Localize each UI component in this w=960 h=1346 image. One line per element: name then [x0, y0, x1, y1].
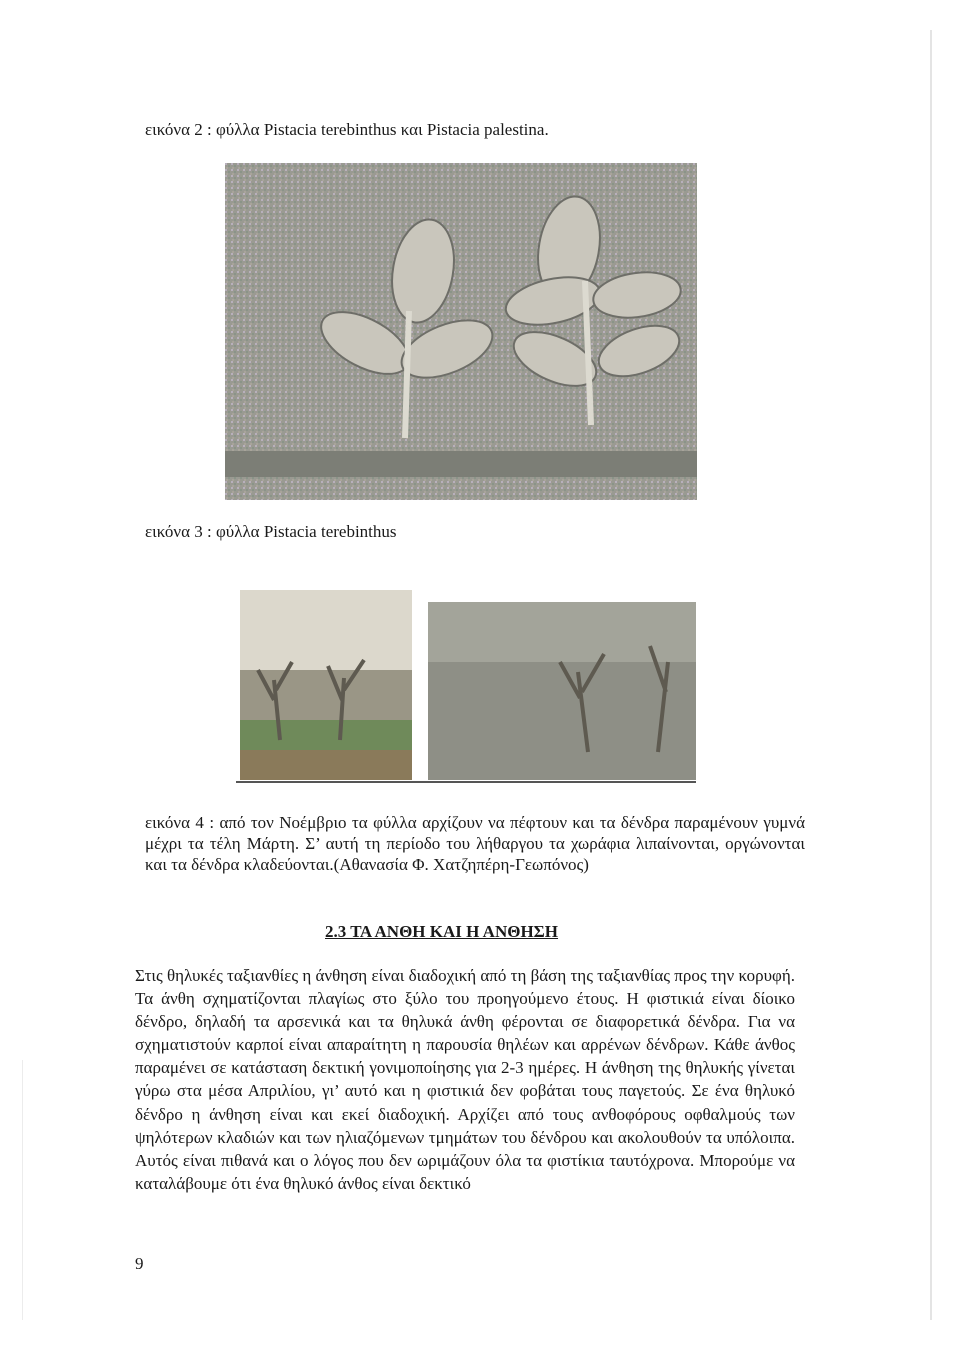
scan-edge-line: [930, 30, 932, 1320]
figure-2-caption: εικόνα 2 : φύλλα Pistacia terebinthus και Pistacia palestina.: [145, 120, 549, 139]
figure-bare-trees-photo-left: [240, 590, 412, 780]
figure-leaves-photo: [225, 163, 697, 500]
page-number: 9: [135, 1254, 144, 1273]
photo-bottom-rule: [236, 781, 696, 783]
section-body-text: Στις θηλυκές ταξιανθίες η άνθηση είναι διαδοχική από τη βάση της ταξιανθίας προς την κορυφή. Τα άνθη σχηματίζονται πλαγίως στο ξύλο του προηγούμενο έτους. Η φιστικιά είναι δίοικο δένδρο, δηλαδή τα αρσενικά και τα θηλυκά άνθη φέρονται σε διαφορετικά δένδρα. Για να σχηματιστούν καρποί είναι απαραίτητη η παρουσία θηλέων και αρρένων δένδρων. Κάθε άνθος παραμένει σε κατάσταση δεκτική γονιμοποίησης για 2-3 ημέρες. Η άνθηση της θηλυκής γίνεται γύρω στα μέσα Απριλίου, γι’ αυτό και η φιστικιά δεν φοβάται τους παγετούς. Σε ένα θηλυκό δένδρο η άνθηση είναι και εκεί διαδοχική. Αρχίζει από τους ανθοφόρους οφθαλμούς των ψηλότερων κλαδιών και των ηλιαζόμενων τμημάτων του δένδρου και ακολουθούν τα υπόλοιπα. Αυτός είναι πιθανά και ο λόγος που δεν ωριμάζουν όλα τα φιστίκια ταυτόχρονα. Μπορούμε να καταλάβουμε ότι ένα θηλυκό άνθος είναι δεκτικό: [135, 966, 796, 1193]
figure-4-caption: εικόνα 4 : από τον Νοέμβριο τα φύλλα αρχίζουν να πέφτουν και τα δένδρα παραμένουν γυμνά μέχρι τα τέλη Μάρτη. Σ’ αυτή τη περίοδο του λήθαργου τα χωράφια λιπαίνονται, οργώνονται και τα δένδρα κλαδεύονται.(Αθανασία Φ. Χατζηπέρη-Γεωπόνος): [145, 813, 805, 875]
figure-3-caption: εικόνα 3 : φύλλα Pistacia terebinthus: [145, 522, 397, 541]
bare-trees-image: [240, 590, 412, 780]
embossed-leaves-image: [225, 163, 697, 500]
bare-trees-image: [428, 602, 696, 780]
figure-bare-trees-photo-right: [428, 602, 696, 780]
section-heading: 2.3 ΤΑ ΑΝΘΗ ΚΑΙ Η ΑΝΘΗΣΗ: [325, 922, 559, 941]
scan-edge-line: [22, 1060, 23, 1320]
